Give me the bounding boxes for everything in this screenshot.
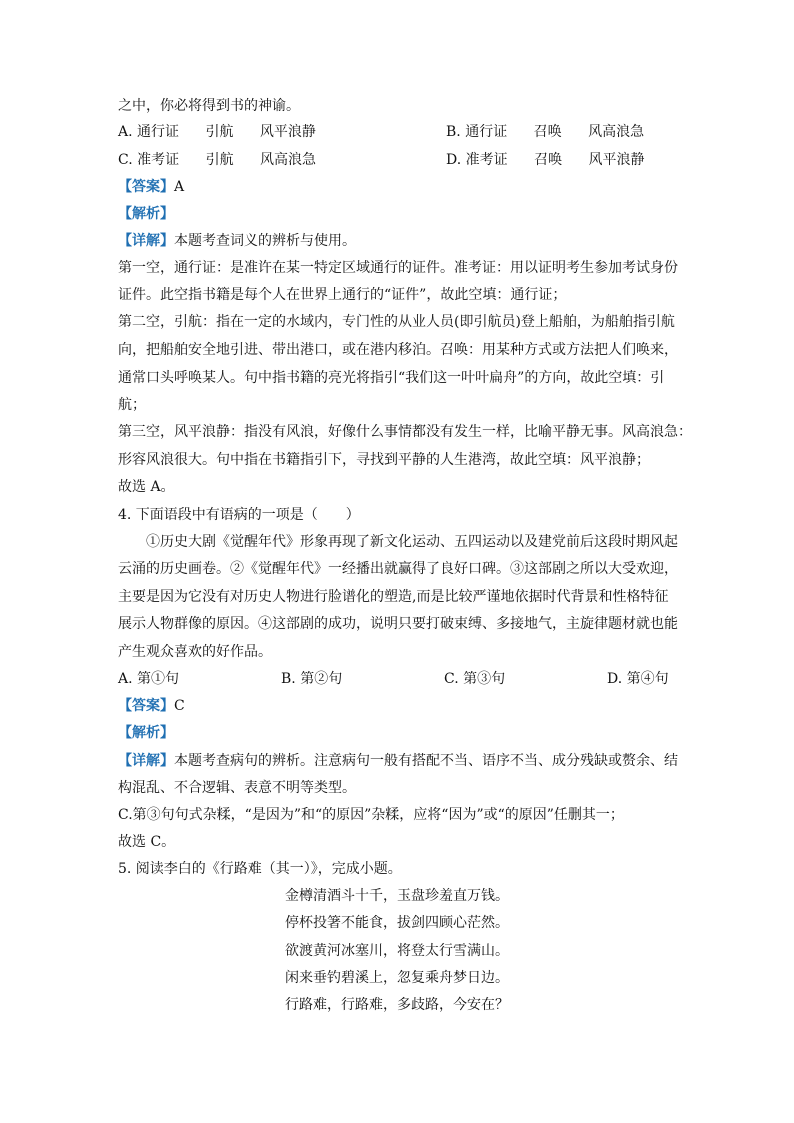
q3-detail-line: 第三空，风平浪静：指没有风浪，好像什么事情都没有发生一样，比喻平静无事。风高浪急： (118, 424, 692, 440)
q3-option-b: B. 通行证 召唤 风高浪急 (446, 124, 645, 140)
q4-passage-line: 展示人物群像的原因。④这部剧的成功，说明只要打破束缚、多接地气，主旋律题材就也能 (118, 616, 678, 632)
q3-detail-line: 形容风浪很大。句中指在书籍指引下，寻找到平静的人生港湾，故此空填：风平浪静； (118, 452, 650, 468)
poem-line: 闲来垂钓碧溪上，忽复乘舟梦日边。 (285, 970, 509, 986)
poem-line: 停杯投箸不能食，拔剑四顾心茫然。 (285, 915, 509, 931)
q4-answer: 【答案】C (118, 698, 185, 714)
q4-option-c: C. 第③句 (444, 671, 506, 687)
q4-option-b: B. 第②句 (281, 671, 343, 687)
q4-option-d: D. 第④句 (607, 671, 669, 687)
poem-line: 行路难，行路难，多歧路，今安在？ (285, 997, 509, 1013)
q3-detail-line: 第一空，通行证：是准许在某一特定区域通行的证件。准考证：用以证明考生参加考试身份 (118, 260, 678, 276)
q3-detail-line: 故选 A。 (118, 479, 175, 495)
q3-detail-line: 航； (118, 397, 146, 413)
q4-passage-line: 主要是因为它没有对历史人物进行脸谱化的塑造,而是比较严谨地依据时代背景和性格特征 (118, 589, 669, 605)
q4-passage-line: 产生观众喜欢的好作品。 (118, 644, 272, 660)
q3-analysis-label: 【解析】 (118, 206, 174, 222)
q4-detail-line: 构混乱、不合逻辑、表意不明等类型。 (118, 780, 356, 796)
q4-passage-line: 云涌的历史画卷。②《觉醒年代》一经播出就赢得了良好口碑。③这部剧之所以大受欢迎， (118, 561, 678, 577)
q3-option-d: D. 准考证 召唤 风平浪静 (446, 152, 645, 168)
q3-detail-line: 证件。此空指书籍是每个人在世界上通行的“证件”，故此空填：通行证； (118, 287, 567, 303)
q3-option-c: C. 准考证 引航 风高浪急 (118, 152, 317, 168)
q3-answer: 【答案】A (118, 179, 185, 195)
q4-option-a: A. 第①句 (118, 671, 180, 687)
q3-detail-line: 第二空，引航：指在一定的水域内，专门性的从业人员(即引航员)登上船舶，为船舶指引航 (118, 314, 675, 330)
q3-option-a: A. 通行证 引航 风平浪静 (118, 124, 316, 140)
q4-analysis-label: 【解析】 (118, 725, 174, 741)
q4-detail-line: C.第③句句式杂糅，“是因为”和“的原因”杂糅，应将“因为”或“的原因”任删其一； (118, 807, 624, 823)
q4-detail-line: 【详解】本题考查病句的辨析。注意病句一般有搭配不当、语序不当、成分残缺或赘余、结 (118, 753, 678, 769)
q5-stem: 5. 阅读李白的《行路难（其一）》，完成小题。 (118, 861, 402, 877)
q3-detail-line: 向，把船舶安全地引进、带出港口，或在港内移泊。召唤：用某种方式或方法把人们唤来， (118, 342, 678, 358)
q4-detail-line: 故选 C。 (118, 834, 176, 850)
q3-detail-line: 通常口头呼唤某人。句中指书籍的亮光将指引“我们这一叶叶扁舟”的方向，故此空填：引 (118, 370, 665, 386)
q4-stem: 4. 下面语段中有语病的一项是（ ） (118, 507, 360, 523)
q3-stem-tail: 之中，你必将得到书的神谕。 (118, 98, 300, 114)
q4-passage-line: ①历史大剧《觉醒年代》形象再现了新文化运动、五四运动以及建党前后这段时期风起 (118, 534, 678, 550)
poem-line: 欲渡黄河冰塞川，将登太行雪满山。 (285, 943, 509, 959)
q3-detail-line: 【详解】本题考查词义的辨析与使用。 (118, 233, 356, 249)
poem-line: 金樽清酒斗十千，玉盘珍羞直万钱。 (285, 888, 509, 904)
